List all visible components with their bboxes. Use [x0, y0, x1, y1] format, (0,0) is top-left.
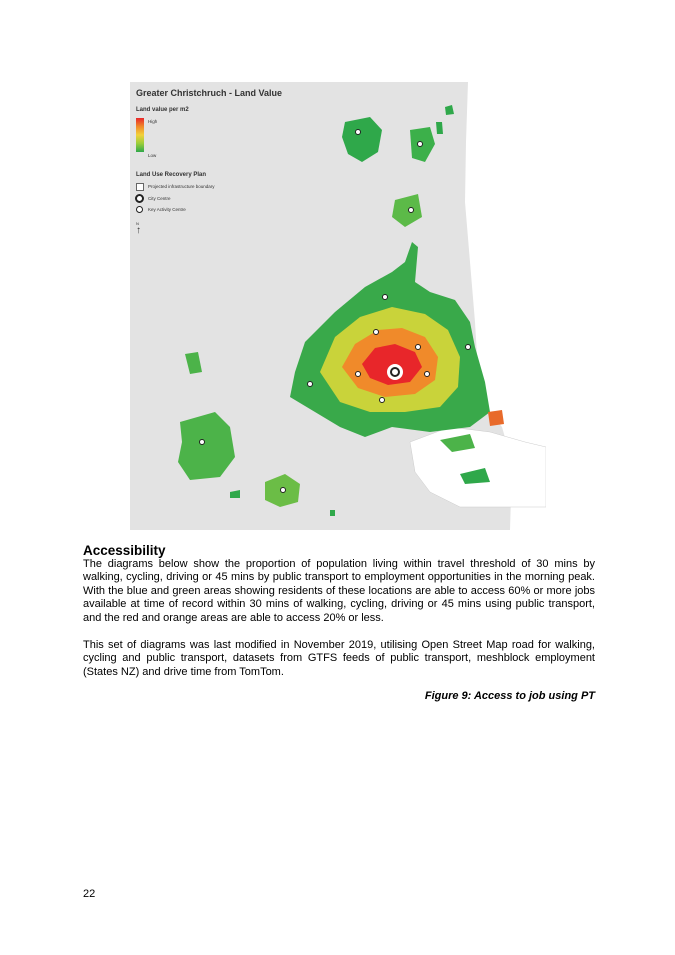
- boundary-legend-icon: [136, 183, 144, 191]
- land-value-map: [130, 82, 546, 530]
- legend-boundary-label: Projected infrastructure boundary: [148, 184, 215, 189]
- city-centre-legend-icon: [135, 194, 144, 203]
- small-patch-1: [445, 105, 454, 115]
- north-settlement-3: [392, 194, 422, 227]
- south-dot: [330, 510, 335, 516]
- kac-marker-12: [200, 440, 205, 445]
- legend-low-label: Low: [148, 153, 157, 158]
- small-patch-2: [436, 122, 443, 134]
- section-heading: Accessibility: [83, 543, 166, 558]
- figure-caption: Figure 9: Access to job using PT: [424, 690, 595, 702]
- kac-marker-1: [356, 130, 361, 135]
- legend-plan-title: Land Use Recovery Plan: [136, 172, 207, 178]
- legend-land-value-title: Land value per m2: [136, 107, 189, 113]
- kac-marker-4: [383, 295, 388, 300]
- southwest-settlement: [178, 412, 235, 480]
- kac-marker-13: [281, 488, 286, 493]
- kac-marker-9: [356, 372, 361, 377]
- page-number: 22: [83, 888, 96, 900]
- southwest-small: [230, 490, 240, 498]
- kac-marker-10: [425, 372, 430, 377]
- north-arrow-icon: N ↑: [136, 221, 141, 236]
- kac-marker-6: [416, 345, 421, 350]
- legend-key-activity-label: Key Activity Centre: [148, 207, 186, 212]
- kac-marker-3: [409, 208, 414, 213]
- west-patch-1: [185, 352, 202, 374]
- kac-marker-11: [380, 398, 385, 403]
- kac-marker-7: [466, 345, 471, 350]
- legend-high-label: High: [148, 119, 158, 124]
- kac-marker-8: [308, 382, 313, 387]
- north-label: N: [136, 221, 139, 226]
- kac-marker-5: [374, 330, 379, 335]
- east-patch: [488, 410, 504, 426]
- paragraph-1: The diagrams below show the proportion of population living within travel threshold of 30 mins by walking, cycling, driving or 45 mins by public transport to employment opportunities in the morning peak. With the blue and green areas showing residents of these locations are able to access 60% or more jobs available at time of record within 30 mins of walking, cycling, driving or 45 mins using public transport, and the red and orange areas are able to access 20% or less.: [83, 558, 595, 624]
- land-value-color-ramp: [136, 118, 144, 152]
- key-activity-legend-icon: [136, 206, 143, 213]
- paragraph-2: This set of diagrams was last modified in November 2019, utilising Open Street Map road for walking, cycling and public transport, datasets from GTFS feeds of public transport, meshblock employment (States NZ) and drive time from TomTom.: [83, 639, 595, 678]
- kac-marker-2: [418, 142, 423, 147]
- north-settlement-1: [342, 117, 382, 162]
- legend-city-centre-label: City Centre: [148, 196, 171, 201]
- map-title: Greater Christchruch - Land Value: [136, 88, 283, 98]
- map-graphic: [130, 82, 546, 530]
- city-centre-marker: [391, 368, 399, 376]
